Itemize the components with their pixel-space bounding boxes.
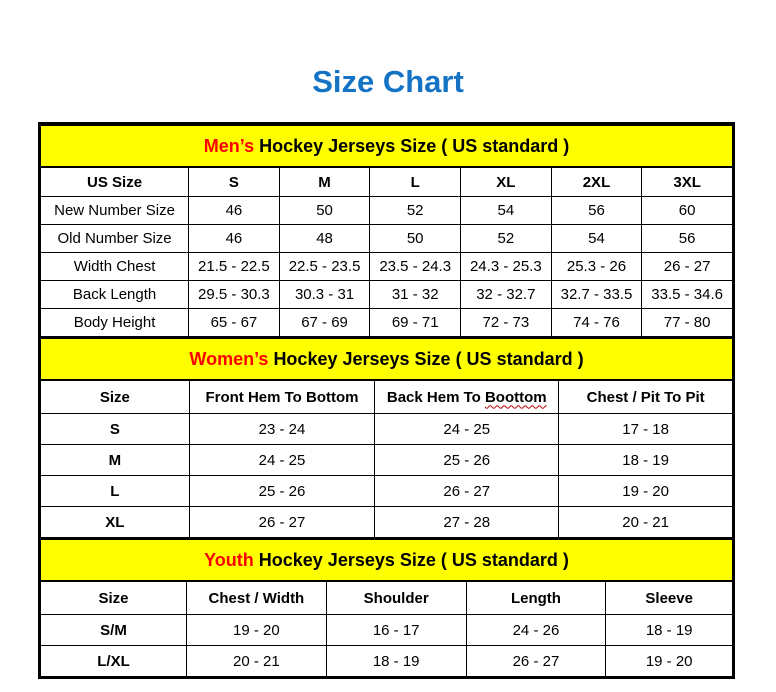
youth-col-header-chest-width: Chest / Width: [187, 581, 327, 615]
row-label: S/M: [41, 615, 187, 646]
womens-col-header-back-hem: [375, 380, 559, 414]
size-value: 25 - 26: [375, 445, 559, 476]
youth-section-title-text: Hockey Jerseys Size ( US standard ): [258, 549, 569, 570]
womens-section-band: [41, 338, 733, 380]
mens-row-new-number-size: [41, 197, 733, 225]
womens-header-row: [41, 380, 733, 414]
row-label: New Number Size: [41, 197, 189, 225]
size-value: 26 - 27: [466, 646, 606, 677]
womens-row-xl: [41, 507, 733, 538]
size-value: 50: [370, 225, 461, 253]
mens-col-header-us-size: US Size: [41, 167, 189, 197]
womens-row-s: [41, 414, 733, 445]
mens-row-back-length: [41, 281, 733, 309]
size-value: 54: [551, 225, 642, 253]
size-value: 69 - 71: [370, 309, 461, 337]
mens-header-row: [41, 167, 733, 197]
mens-col-header-3xl: 3XL: [642, 167, 733, 197]
mens-col-header-2xl: 2XL: [551, 167, 642, 197]
mens-col-header-l: L: [370, 167, 461, 197]
size-value: 27 - 28: [375, 507, 559, 538]
row-label: M: [41, 445, 190, 476]
size-chart-tables: [38, 122, 735, 679]
size-value: 31 - 32: [370, 281, 461, 309]
size-value: 25.3 - 26: [551, 253, 642, 281]
size-value: 50: [279, 197, 370, 225]
size-value: 46: [189, 197, 280, 225]
size-value: 67 - 69: [279, 309, 370, 337]
size-value: 72 - 73: [461, 309, 552, 337]
row-label: Body Height: [41, 309, 189, 337]
youth-col-header-sleeve: Sleeve: [606, 581, 733, 615]
mens-section-title: [41, 125, 733, 167]
youth-section-title: [41, 539, 733, 581]
size-value: 25 - 26: [189, 476, 374, 507]
size-value: 29.5 - 30.3: [189, 281, 280, 309]
size-value: 21.5 - 22.5: [189, 253, 280, 281]
size-value: 19 - 20: [187, 615, 327, 646]
mens-size-table: [40, 124, 733, 337]
size-value: 19 - 20: [559, 476, 733, 507]
womens-section-title-text: Hockey Jerseys Size ( US standard ): [273, 348, 584, 369]
size-value: 23.5 - 24.3: [370, 253, 461, 281]
size-value: 32 - 32.7: [461, 281, 552, 309]
womens-size-table: [40, 337, 733, 538]
row-label: L/XL: [41, 646, 187, 677]
size-value: 24.3 - 25.3: [461, 253, 552, 281]
size-value: 24 - 25: [375, 414, 559, 445]
size-value: 20 - 21: [187, 646, 327, 677]
womens-section-title: [41, 338, 733, 380]
size-value: 22.5 - 23.5: [279, 253, 370, 281]
size-value: 26 - 27: [189, 507, 374, 538]
mens-col-header-xl: XL: [461, 167, 552, 197]
size-value: 32.7 - 33.5: [551, 281, 642, 309]
mens-row-body-height: [41, 309, 733, 337]
page-title: Size Chart: [312, 64, 464, 99]
size-value: 33.5 - 34.6: [642, 281, 733, 309]
size-value: 54: [461, 197, 552, 225]
mens-col-header-s: S: [189, 167, 280, 197]
youth-section-band: [41, 539, 733, 581]
size-value: 52: [461, 225, 552, 253]
size-value: 18 - 19: [606, 615, 733, 646]
size-value: 24 - 26: [466, 615, 606, 646]
youth-header-row: [41, 581, 733, 615]
row-label: Old Number Size: [41, 225, 189, 253]
youth-size-table: [40, 538, 733, 677]
row-label: S: [41, 414, 190, 445]
youth-row-sm: [41, 615, 733, 646]
mens-col-header-m: M: [279, 167, 370, 197]
size-value: 74 - 76: [551, 309, 642, 337]
back-hem-label-prefix: Back Hem To: [386, 388, 481, 406]
youth-row-lxl: [41, 646, 733, 677]
row-label: XL: [41, 507, 190, 538]
row-label: L: [41, 476, 190, 507]
size-value: 17 - 18: [559, 414, 733, 445]
size-value: 20 - 21: [559, 507, 733, 538]
womens-col-header-size: Size: [41, 380, 190, 414]
size-value: 65 - 67: [189, 309, 280, 337]
size-value: 48: [279, 225, 370, 253]
womens-col-header-front-hem: Front Hem To Bottom: [189, 380, 374, 414]
youth-col-header-shoulder: Shoulder: [326, 581, 466, 615]
row-label: Back Length: [41, 281, 189, 309]
back-hem-misspelled-word: Boottom: [484, 388, 547, 406]
mens-section-highlight: Men’s: [203, 135, 255, 156]
size-value: 18 - 19: [326, 646, 466, 677]
mens-row-old-number-size: [41, 225, 733, 253]
row-label: Width Chest: [41, 253, 189, 281]
youth-col-header-size: Size: [41, 581, 187, 615]
size-value: 60: [642, 197, 733, 225]
womens-col-header-chest-pit: Chest / Pit To Pit: [559, 380, 733, 414]
youth-section-highlight: Youth: [204, 549, 254, 570]
size-value: 26 - 27: [642, 253, 733, 281]
womens-row-m: [41, 445, 733, 476]
mens-section-band: [41, 125, 733, 167]
size-value: 30.3 - 31: [279, 281, 370, 309]
size-value: 46: [189, 225, 280, 253]
size-value: 23 - 24: [189, 414, 374, 445]
mens-row-width-chest: [41, 253, 733, 281]
youth-col-header-length: Length: [466, 581, 606, 615]
size-value: 24 - 25: [189, 445, 374, 476]
size-value: 19 - 20: [606, 646, 733, 677]
size-value: 56: [642, 225, 733, 253]
size-value: 16 - 17: [326, 615, 466, 646]
size-value: 56: [551, 197, 642, 225]
mens-section-title-text: Hockey Jerseys Size ( US standard ): [259, 135, 570, 156]
size-value: 77 - 80: [642, 309, 733, 337]
womens-row-l: [41, 476, 733, 507]
size-value: 18 - 19: [559, 445, 733, 476]
size-value: 26 - 27: [375, 476, 559, 507]
womens-section-highlight: Women’s: [189, 348, 269, 369]
size-value: 52: [370, 197, 461, 225]
